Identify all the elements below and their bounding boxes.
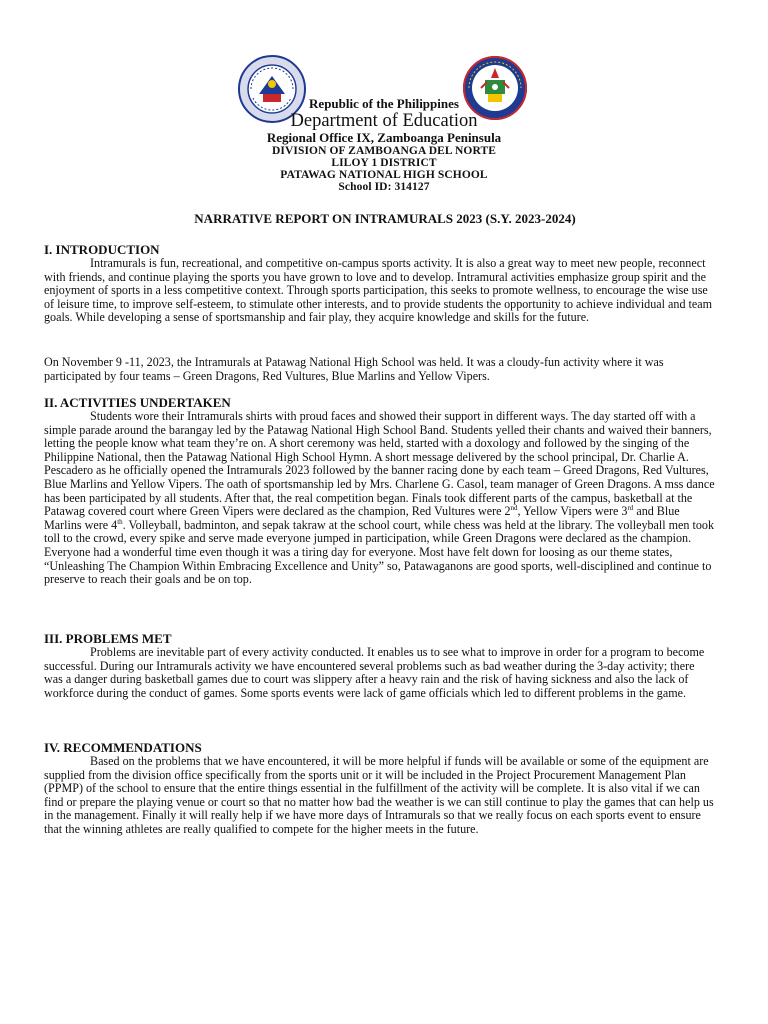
header-department: Department of Education: [290, 111, 478, 131]
section-introduction-date: [44, 356, 716, 383]
paragraph-text: Students wore their Intramurals shirts with proud faces and showed their support in different ways. The day started off with a simple parade around the barangay led by the Patawag National High School Band. Students yelled their chants and waived their banners, letting the people know what team they’re on. A short ceremony was held, started with a doxology and followed by the singing of the Philippine National, then the Patawag National High School Hymn. A short message delivered by the school principal, Dr. Charlie A. Pescadero as he officially opened the Intramurals 2023 followed by the banner racing done by each team – Greed Dragons, Red Vultures, Blue Marlins and Yellow Vipers. The oath of sportsmanship led by Mrs. Charlene G. Casol, team manager of Green Dragons. A mss dance has been participated by all students. After that, the real competition began. Finals took different parts of the campus, basketball at the Patawag covered court where Green Vipers were declared as the champion, Red Vultures were 2: [44, 409, 715, 519]
report-title: NARRATIVE REPORT ON INTRAMURALS 2023 (S.Y. 2023-2024): [194, 211, 576, 226]
section-paragraph: Based on the problems that we have encountered, it will be more helpful if funds will be available or some of the equipment are supplied from the division office specifically from the sports unit or it will be included in the Project Procurement Management Plan (PPMP) of the school to ensure that the entire things essential in the fulfillment of the activity will be complete. It is also vital if we can find or prepare the playing venue or court so that no matter how bad the weather is we can still continue to play the games that can help us in the management. Finally it will really help if we have more days of Intramurals so that we really focus on each sports event to ensure that the winning athletes are really qualified to compete for the higher meets in the future.: [44, 754, 714, 836]
section-problems: [44, 632, 716, 700]
ordinal-suffix: rd: [627, 504, 634, 513]
header-school-id: School ID: 314127: [338, 181, 430, 193]
section-activities: [44, 396, 716, 587]
section-recommendations: [44, 741, 716, 837]
section-paragraph: [44, 410, 716, 587]
section-heading: I. INTRODUCTION: [44, 242, 160, 257]
section-paragraph: Intramurals is fun, recreational, and competitive on-campus sports activity. It is also a great way to meet new people, reconnect with friends, and continue playing the sports you have grown to love and to develop. Intramural activities emphasize group spirit and the enjoyment of sports in a less competitive context. Through sports participation, this seeks to promote wellness, to encourage the wise use of leisure time, to improve self-esteem, to stimulate other interests, and to provide students the opportunity to achieve individual and team goals. While developing a sense of sportsmanship and fair play, they acquire knowledge and skills for the future.: [44, 256, 713, 325]
header-district: LILOY 1 DISTRICT: [331, 157, 437, 169]
section-heading: III. PROBLEMS MET: [44, 631, 172, 646]
header-republic: Republic of the Philippines: [309, 96, 459, 111]
paragraph-text: . Volleyball, badminton, and sepak takraw at the school court, while chess was held at the library. The volleyball men took toll to the crowd, every spike and serve made everyone jumped in participation, while Green Dragons were declared as the champion. Everyone had a wonderful time even though it was a tiring day for everyone. Most have felt down for loosing as our theme states, “Unleashing The Champion Within Embracing Excellence and Unity” so, Patawaganons are good sports, well-disciplined and continue to preserve to reach their goals and be on top.: [44, 517, 715, 587]
section-heading: II. ACTIVITIES UNDERTAKEN: [44, 395, 231, 410]
paragraph-text: , Yellow Vipers were 3: [517, 504, 628, 519]
header-school: PATAWAG NATIONAL HIGH SCHOOL: [280, 169, 488, 181]
header-region: Regional Office IX, Zamboanga Peninsula: [266, 130, 502, 145]
header-division: DIVISION OF ZAMBOANGA DEL NORTE: [272, 145, 496, 157]
section-paragraph: On November 9 -11, 2023, the Intramurals at Patawag National High School was held. It was a cloudy-fun activity where it was participated by four teams – Green Dragons, Red Vultures, Blue Marlins and Yellow Vipers.: [44, 355, 664, 383]
ordinal-suffix: th: [117, 517, 123, 526]
section-heading: IV. RECOMMENDATIONS: [44, 740, 202, 755]
paragraph-text: and Blue Marlins were 4: [44, 504, 680, 532]
section-paragraph: Problems are inevitable part of every activity conducted. It enables us to see what to improve in order for a program to become successful. During our Intramurals activity we have encountered several problems such as bad weather during the 3-day activity; there was a danger during basketball games due to court was slippery after a heavy rain and the risk of having sickness and also the lack of workforce during the conduct of games. Some sports events were lack of game officials which led to different problems in the game.: [44, 645, 705, 700]
section-introduction: [44, 243, 716, 325]
ordinal-suffix: nd: [510, 504, 518, 513]
